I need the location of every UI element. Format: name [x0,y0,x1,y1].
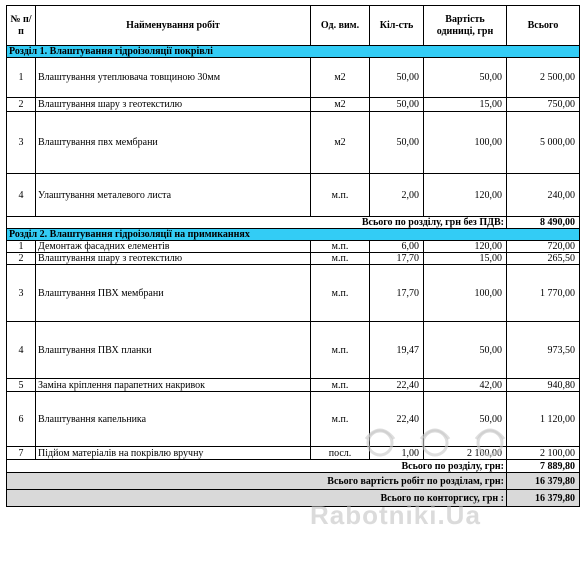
contract-total-value: 16 379,80 [507,490,580,507]
row-name: Демонтаж фасадних елементів [36,241,311,253]
row-unit: м.п. [311,241,370,253]
row-total: 973,50 [507,322,580,379]
row-name: Заміна кріплення парапетних накривок [36,379,311,392]
row-qty: 22,40 [370,379,424,392]
section-1-total-label: Всього по розділу, грн без ПДВ: [7,217,507,229]
row-price: 50,00 [424,58,507,98]
row-unit: м.п. [311,379,370,392]
row-qty: 2,00 [370,174,424,217]
row-name: Влаштування пвх мембрани [36,112,311,174]
sections-total-label: Всього вартість робіт по розділам, грн: [7,473,507,490]
row-num: 3 [7,265,36,322]
row-price: 50,00 [424,322,507,379]
row-total: 240,00 [507,174,580,217]
row-qty: 17,70 [370,253,424,265]
row-price: 15,00 [424,98,507,112]
row-num: 7 [7,447,36,460]
section-1-total-value: 8 490,00 [507,217,580,229]
header-unit: Од. вим. [311,6,370,46]
row-total: 940,80 [507,379,580,392]
table-row [7,265,580,322]
header-qty: Кіл-сть [370,6,424,46]
row-name: Влаштування ПВХ мембрани [36,265,311,322]
table-row [7,322,580,379]
table-row [7,58,580,98]
row-qty: 6,00 [370,241,424,253]
sections-total-value: 16 379,80 [507,473,580,490]
contract-total-row [7,490,580,507]
row-total: 1 120,00 [507,392,580,447]
table-row [7,392,580,447]
row-name: Влаштування капельника [36,392,311,447]
row-num: 2 [7,253,36,265]
section-2-title-row [7,229,580,241]
row-total: 2 100,00 [507,447,580,460]
row-unit: посл. [311,447,370,460]
section-2-total-label: Всього по розділу, грн: [7,460,507,473]
row-name: Улаштування металевого листа [36,174,311,217]
row-unit: м2 [311,112,370,174]
row-unit: м.п. [311,253,370,265]
row-num: 1 [7,58,36,98]
section-1-title: Розділ 1. Влаштування гідроізоляції покрівлі [7,46,580,58]
row-qty: 50,00 [370,58,424,98]
row-unit: м.п. [311,392,370,447]
header-total: Всього [507,6,580,46]
row-qty: 17,70 [370,265,424,322]
table-row [7,174,580,217]
row-name: Влаштування утеплювача товщиною 30мм [36,58,311,98]
row-price: 120,00 [424,174,507,217]
row-num: 3 [7,112,36,174]
row-total: 720,00 [507,241,580,253]
row-name: Влаштування ПВХ планки [36,322,311,379]
row-unit: м2 [311,58,370,98]
section-1-title-row [7,46,580,58]
header-name: Найменування робіт [36,6,311,46]
section-1-total-row [7,217,580,229]
header-price: Вартість одиниці, грн [424,6,507,46]
row-total: 1 770,00 [507,265,580,322]
table-row [7,253,580,265]
row-num: 5 [7,379,36,392]
table-row [7,98,580,112]
table-row [7,379,580,392]
row-qty: 22,40 [370,392,424,447]
row-name: Влаштування шару з геотекстилю [36,253,311,265]
row-unit: м.п. [311,322,370,379]
section-2-total-row [7,460,580,473]
estimate-table [6,5,580,507]
row-unit: м.п. [311,174,370,217]
header-num: № п/п [7,6,36,46]
row-qty: 19,47 [370,322,424,379]
row-total: 265,50 [507,253,580,265]
table-row [7,447,580,460]
row-qty: 1,00 [370,447,424,460]
row-price: 15,00 [424,253,507,265]
row-total: 750,00 [507,98,580,112]
row-total: 2 500,00 [507,58,580,98]
row-unit: м2 [311,98,370,112]
row-unit: м.п. [311,265,370,322]
table-row [7,241,580,253]
header-row [7,6,580,46]
sections-total-row [7,473,580,490]
row-price: 100,00 [424,265,507,322]
section-2-title: Розділ 2. Влаштування гідроізоляції на примиканнях [7,229,580,241]
row-price: 2 100,00 [424,447,507,460]
row-price: 42,00 [424,379,507,392]
row-num: 6 [7,392,36,447]
section-2-total-value: 7 889,80 [507,460,580,473]
row-price: 120,00 [424,241,507,253]
table-row [7,112,580,174]
row-num: 4 [7,322,36,379]
row-price: 100,00 [424,112,507,174]
row-total: 5 000,00 [507,112,580,174]
row-num: 2 [7,98,36,112]
row-price: 50,00 [424,392,507,447]
watermark-logo: Rabotniki.Ua [310,500,481,530]
row-name: Підйом матеріалів на покрівлю вручну [36,447,311,460]
row-num: 4 [7,174,36,217]
row-name: Влаштування шару з геотекстилю [36,98,311,112]
row-qty: 50,00 [370,112,424,174]
row-qty: 50,00 [370,98,424,112]
row-num: 1 [7,241,36,253]
contract-total-label: Всього по конторгису, грн : [7,490,507,507]
